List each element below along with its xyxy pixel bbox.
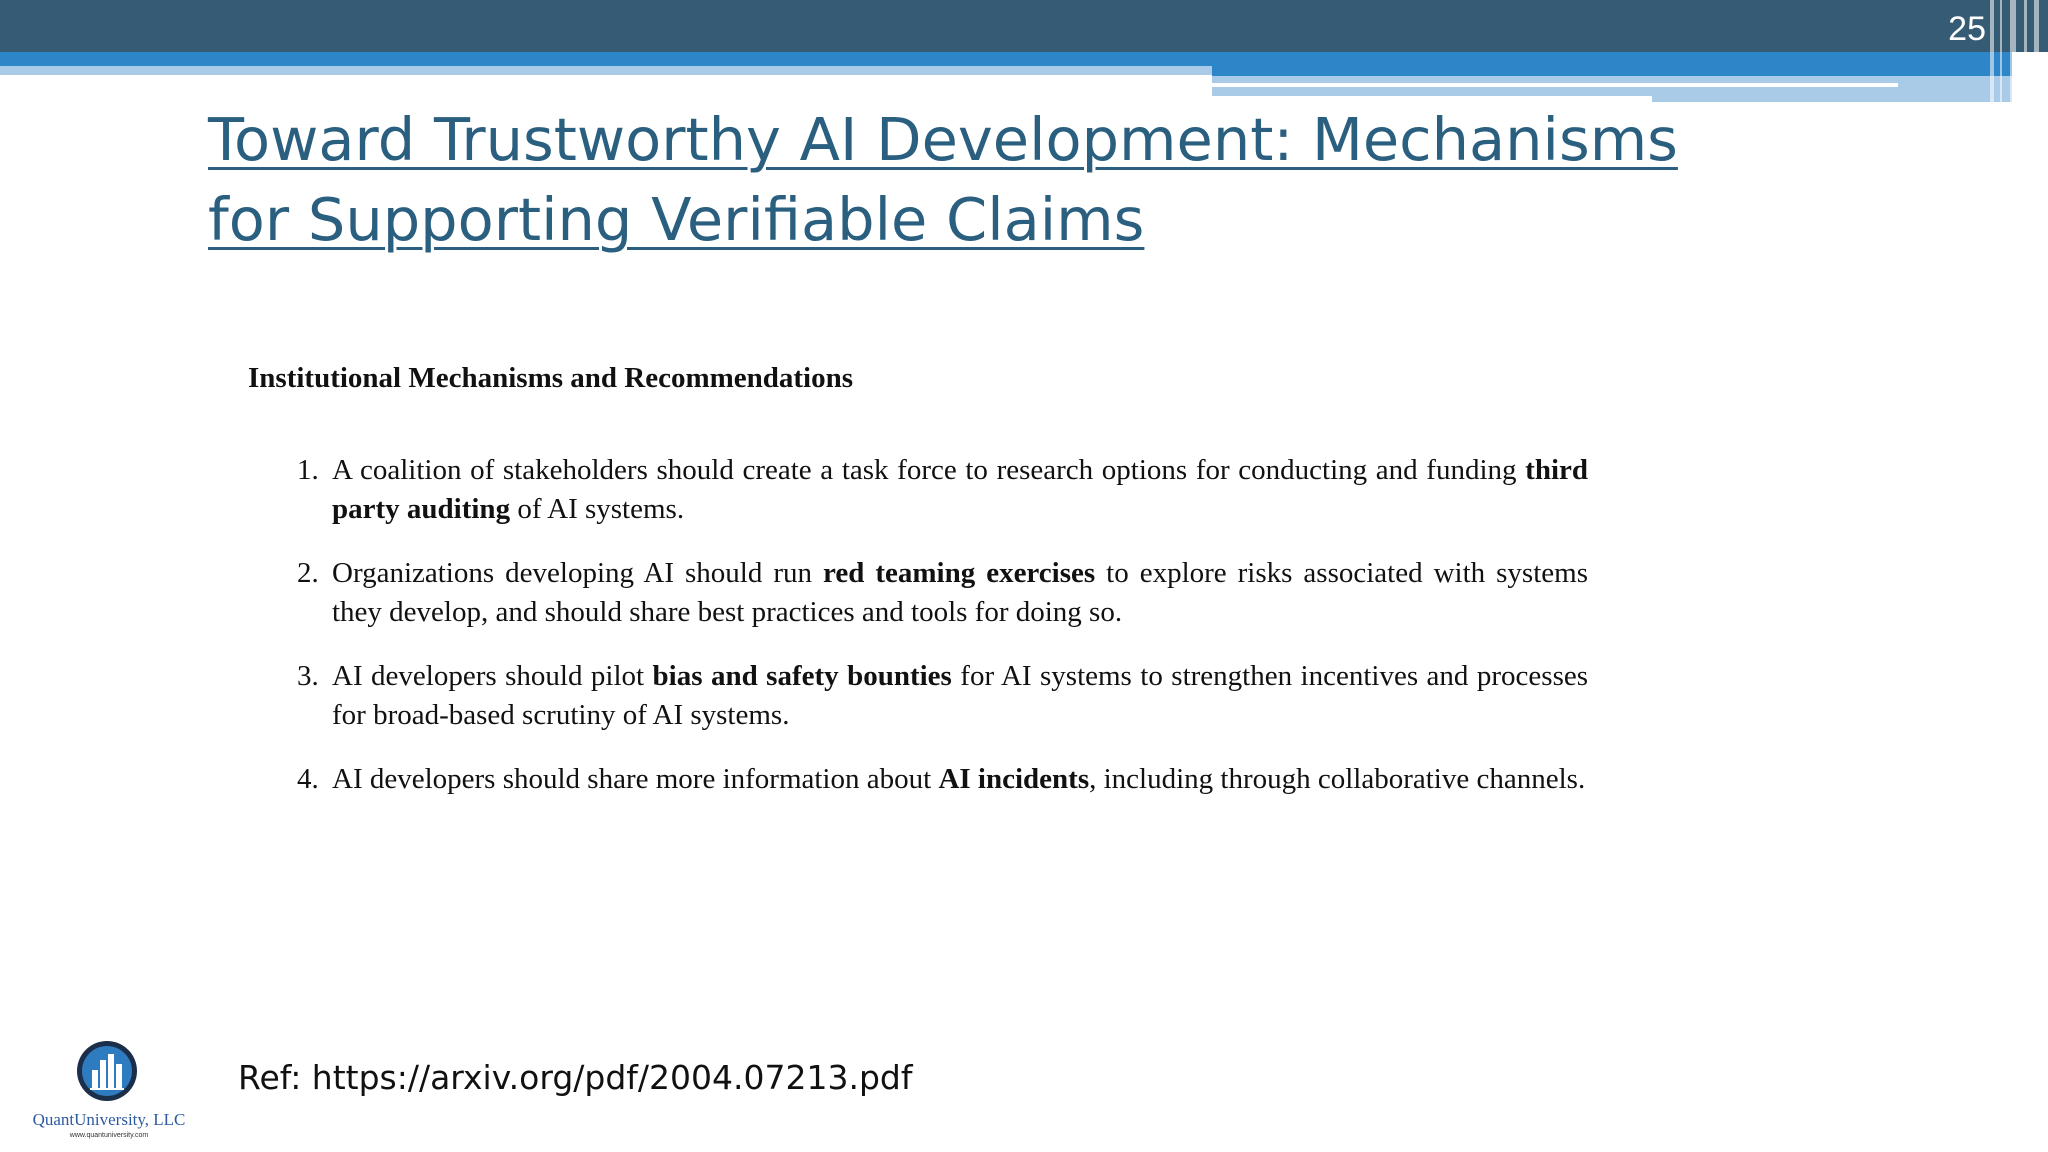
header-band [0,0,2048,52]
bold-term: third party auditing [332,454,1588,525]
header-vertical-bar [2034,0,2039,102]
bold-term: bias and safety bounties [652,660,952,692]
recommendations-list [248,451,1588,799]
header-vertical-bar [2000,0,2002,102]
header-stripe [0,66,1212,75]
slide-number: 25 [1948,10,1986,48]
header-stripe [1212,52,2012,76]
header-vertical-bar [1990,0,1994,102]
bold-term: AI incidents [938,763,1090,795]
header-vertical-bar [2024,0,2027,102]
section-heading: Institutional Mechanisms and Recommendations [248,362,854,394]
list-item: 2. Organizations developing AI should run red teaming exercises to explore risks associated with systems they develop, and should share best practices and tools for doing so. [326,554,1588,632]
paper-excerpt [248,362,1588,824]
logo-building-icon [76,1040,138,1102]
header-vertical-bar [2010,0,2016,102]
slide-title[interactable]: Toward Trustworthy AI Development: Mechanisms for Supporting Verifiable Claims [208,105,1678,254]
bold-term: red teaming exercises [822,557,1096,589]
logo-url: www.quantuniversity.com [69,1132,149,1139]
company-logo [18,1036,200,1146]
logo-name: QuantUniversity, LLC [32,1110,186,1129]
reference-link[interactable]: Ref: https://arxiv.org/pdf/2004.07213.pdf [238,1058,913,1097]
header-stripe [0,52,1212,66]
list-item: 4. AI developers should share more information about AI incidents, including through collaborative channels. [326,760,1588,799]
list-item: 3. AI developers should pilot bias and safety bounties for AI systems to strengthen incentives and processes for broad-based scrutiny of AI systems. [326,657,1588,735]
header-stripe [1212,83,1898,87]
list-item: 1. A coalition of stakeholders should create a task force to research options for conducting and funding third party auditing of AI systems. [326,451,1588,529]
